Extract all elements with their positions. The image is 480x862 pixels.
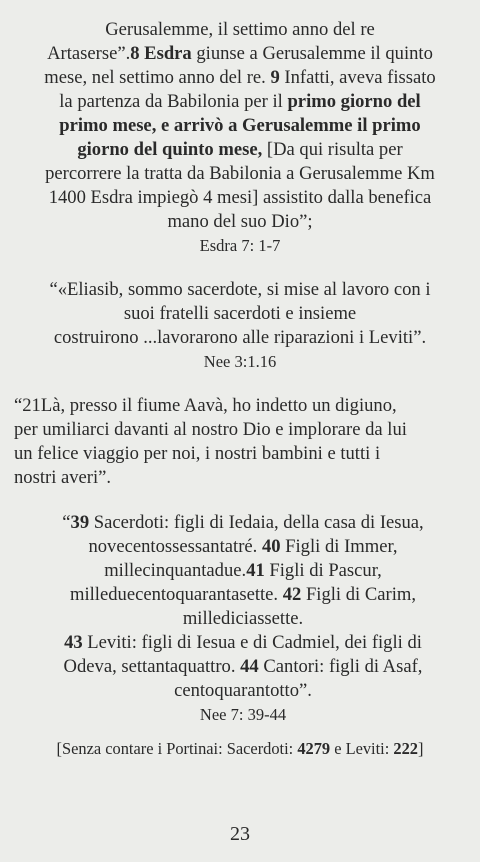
text-run: costruirono ...lavorarono alle riparazioni i Leviti”.	[53, 327, 427, 348]
text-run: Infatti, aveva fissato	[279, 67, 436, 88]
text-line	[20, 559, 466, 583]
text-line	[20, 631, 466, 655]
paragraph-summary-note	[14, 737, 466, 761]
text-run: Sacerdoti: figli di Iedaia, della casa di Iesua,	[89, 512, 424, 533]
text-run: un felice viaggio per noi, i nostri bambini e tutti i	[14, 443, 381, 464]
text-run: [Da qui risulta per	[262, 139, 403, 160]
bold-run: primo giorno del	[287, 91, 421, 112]
text-line	[14, 326, 466, 350]
text-run: giunse a Gerusalemme il quinto	[191, 43, 433, 64]
bold-run: giorno del quinto mese,	[77, 139, 263, 160]
text-line	[20, 583, 466, 607]
text-line	[14, 394, 466, 418]
text-run: Figli di Pascur,	[264, 560, 382, 581]
scripture-reference: Esdra 7: 1-7	[199, 236, 281, 255]
text-line	[20, 535, 466, 559]
text-run: suoi fratelli sacerdoti e insieme	[123, 303, 357, 324]
text-run: 1400 Esdra impiegò 4 mesi] assistito dalla benefica	[48, 187, 432, 208]
bold-run: 44	[240, 656, 259, 677]
text-line	[14, 186, 466, 210]
text-run: novecentossessantatré.	[88, 536, 262, 557]
text-line	[20, 679, 466, 703]
text-run: nostri averi”.	[14, 467, 112, 488]
text-run: “«Eliasib, sommo sacerdote, si mise al lavoro con i	[49, 279, 431, 300]
text-line	[14, 90, 466, 114]
text-run: ]	[417, 739, 424, 758]
text-run: millediciassette.	[182, 608, 304, 629]
text-line	[14, 66, 466, 90]
bold-run: 4279	[297, 739, 331, 758]
text-run: “	[62, 512, 71, 533]
text-line	[14, 442, 466, 466]
text-line	[14, 114, 466, 138]
paragraph-esdra	[14, 18, 466, 258]
text-run: Leviti: figli di Iesua e di Cadmiel, dei figli di	[82, 632, 422, 653]
text-line	[14, 302, 466, 326]
text-run: centoquarantotto”.	[174, 680, 312, 701]
text-line	[14, 18, 466, 42]
text-line	[14, 418, 466, 442]
bold-run: 40	[261, 536, 281, 557]
bold-run: 39	[70, 512, 90, 533]
text-line	[14, 466, 466, 490]
scripture-reference: Nee 7: 39-44	[199, 705, 287, 724]
text-run: e Leviti:	[330, 739, 394, 758]
bold-run: 42	[282, 584, 302, 605]
bold-run: 41	[246, 560, 265, 581]
text-line	[20, 655, 466, 679]
text-run: “21Là, presso il fiume Aavà, ho indetto un digiuno,	[14, 395, 397, 416]
text-line	[14, 138, 466, 162]
paragraph-ahava	[14, 394, 466, 490]
scripture-reference: Nee 3:1.16	[203, 352, 277, 371]
text-run: Figli di Immer,	[280, 536, 398, 557]
paragraph-nehemiah-7	[20, 511, 466, 727]
text-line	[14, 162, 466, 186]
bold-run: 43	[64, 632, 83, 653]
text-run: Artaserse”.	[47, 43, 131, 64]
text-run: mano del suo Dio”;	[167, 211, 313, 232]
text-run: Odeva, settantaquattro.	[63, 656, 241, 677]
text-run: percorrere la tratta da Babilonia a Gerusalemme Km	[45, 163, 435, 184]
text-line	[14, 737, 466, 761]
text-run: Figli di Carim,	[301, 584, 416, 605]
text-run: milleduecentoquarantasette.	[70, 584, 283, 605]
text-line	[20, 511, 466, 535]
text-run: Cantori: figli di Asaf,	[258, 656, 423, 677]
bold-run: 222	[393, 739, 418, 758]
text-line	[14, 42, 466, 66]
text-run: la partenza da Babilonia per il	[59, 91, 288, 112]
text-line	[14, 278, 466, 302]
text-line	[14, 210, 466, 234]
text-run: per umiliarci davanti al nostro Dio e implorare da lui	[14, 419, 407, 440]
text-run: millecinquantadue.	[104, 560, 247, 581]
text-run: [Senza contare i Portinai: Sacerdoti:	[56, 739, 298, 758]
page-number: 23	[230, 823, 250, 845]
text-run: mese, nel settimo anno del re.	[44, 67, 271, 88]
paragraph-nehemiah-3	[14, 278, 466, 374]
text-line	[20, 607, 466, 631]
text-run: Gerusalemme, il settimo anno del re	[105, 19, 375, 40]
bold-run: 9	[270, 67, 280, 88]
bold-run: primo mese, e arrivò a Gerusalemme il primo	[59, 115, 421, 136]
bold-run: 8 Esdra	[130, 43, 192, 64]
